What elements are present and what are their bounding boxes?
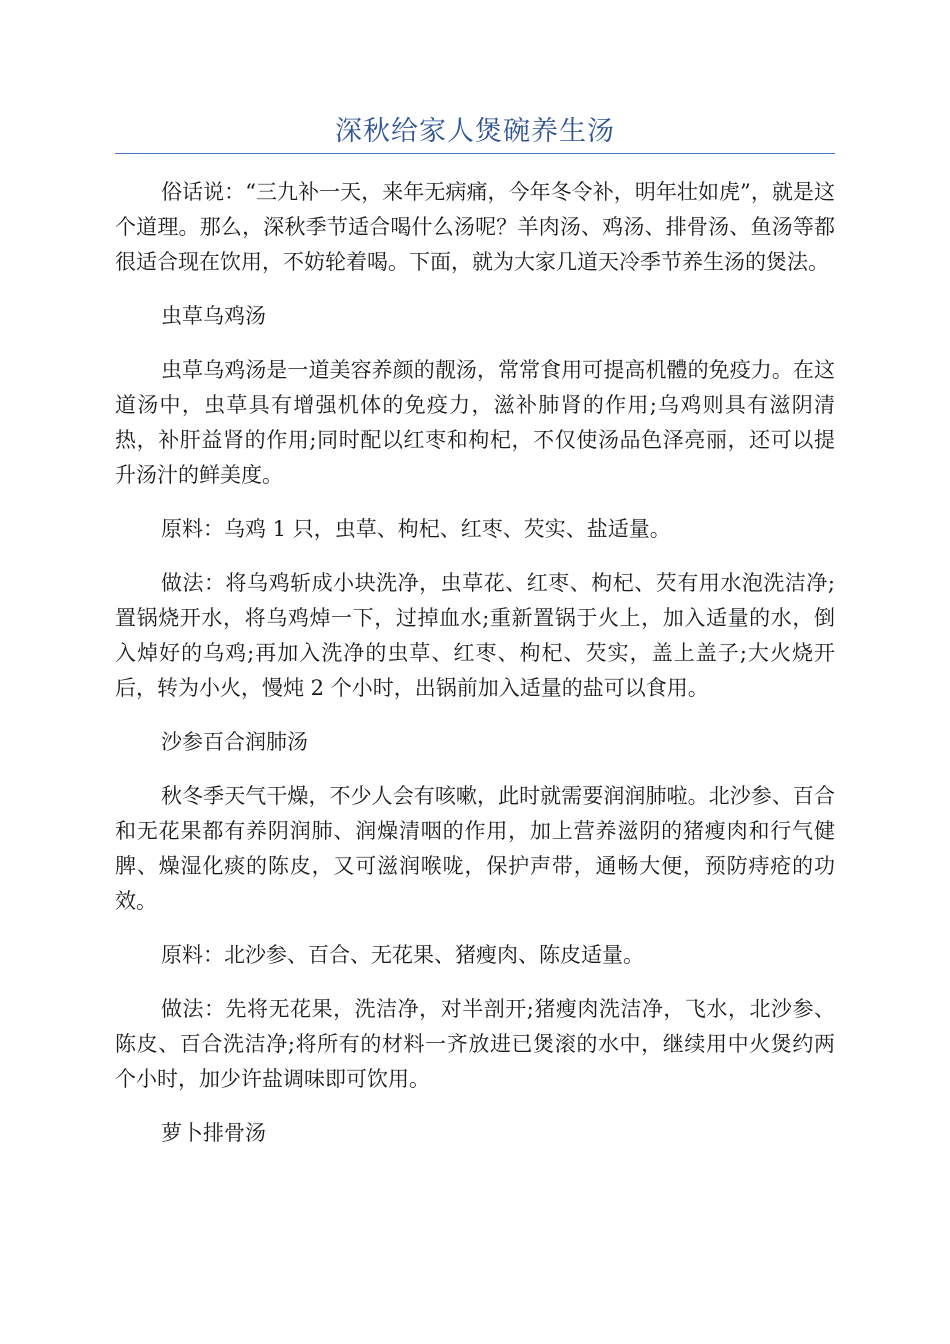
intro-paragraph: 俗话说：“三九补一天，来年无病痛，今年冬令补，明年壮如虎”，就是这个道理。那么，深秋季节适合喝什么汤呢？羊肉汤、鸡汤、排骨汤、鱼汤等都很适合现在饮用，不妨轮着喝。下面，就为大家几道天冷季节养生汤的煲法。 [115, 180, 835, 274]
title-underline [115, 153, 835, 154]
section-heading-lily-soup: 沙参百合润肺汤 [161, 730, 308, 754]
document-title: 深秋给家人煲碗养生汤 [335, 116, 615, 147]
ingredients-paragraph: 原料：北沙参、百合、无花果、猪瘦肉、陈皮适量。 [161, 943, 644, 967]
body-paragraph: 虫草乌鸡汤是一道美容养颜的靓汤，常常食用可提高机體的免疫力。在这道汤中，虫草具有增强机体的免疫力，滋补肺肾的作用;乌鸡则具有滋阴清热，补肝益肾的作用;同时配以红枣和枸杞，不仅使汤品色泽亮丽，还可以提升汤汁的鲜美度。 [115, 358, 835, 487]
body-paragraph: 秋冬季天气干燥，不少人会有咳嗽，此时就需要润润肺啦。北沙参、百合和无花果都有养阴润肺、润燥清咽的作用，加上营养滋阴的猪瘦肉和行气健脾、燥湿化痰的陈皮，又可滋润喉咙，保护声带，通畅大便，预防痔疮的功效。 [115, 784, 835, 913]
section-heading-cordyceps-chicken-soup: 虫草乌鸡汤 [161, 304, 266, 328]
document-body [115, 175, 835, 1170]
method-paragraph: 做法：先将无花果，洗洁净，对半剖开;猪瘦肉洗洁净，飞水，北沙参、陈皮、百合洗洁净;将所有的材料一齐放进已煲滚的水中，继续用中火煲约两个小时，加少许盐调味即可饮用。 [115, 997, 835, 1091]
method-paragraph: 做法：将乌鸡斩成小块洗净，虫草花、红枣、枸杞、芡有用水泡洗洁净;置锅烧开水，将乌鸡焯一下，过掉血水;重新置锅于火上，加入适量的水，倒入焯好的乌鸡;再加入洗净的虫草、红枣、枸杞、芡实，盖上盖子;大火烧开后，转为小火，慢炖 2 个小时，出锅前加入适量的盐可以食用。 [115, 571, 835, 700]
section-heading-radish-rib-soup: 萝卜排骨汤 [161, 1121, 266, 1145]
ingredients-paragraph: 原料：乌鸡 1 只，虫草、枸杞、红枣、芡实、盐适量。 [161, 517, 671, 541]
